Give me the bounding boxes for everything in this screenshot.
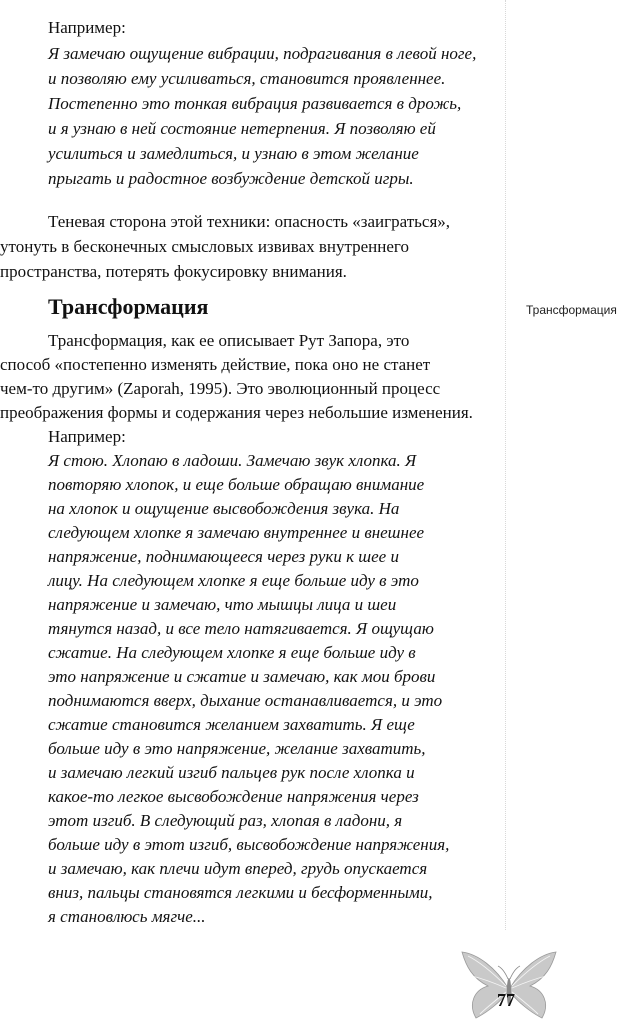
example2-line: Я стою. Хлопаю в ладоши. Замечаю звук хлопка. Я bbox=[48, 451, 417, 470]
example2-line: и замечаю, как плечи идут вперед, грудь опускается bbox=[48, 859, 428, 878]
example1-line: и позволяю ему усиливаться, становится проявленнее. bbox=[48, 69, 446, 88]
example2-line: напряжение и замечаю, что мышцы лица и шеи bbox=[48, 595, 397, 614]
shadow-paragraph-line: Теневая сторона этой техники: опасность «заиграться», bbox=[48, 212, 451, 231]
example2-line: на хлопок и ощущение высвобождения звука. На bbox=[48, 499, 400, 518]
example2-line: сжатие. На следующем хлопке я еще больше иду в bbox=[48, 643, 416, 662]
example2-line: сжатие становится желанием захватить. Я еще bbox=[48, 715, 415, 734]
section-paragraph-line: способ «постепенно изменять действие, пока оно не станет bbox=[0, 355, 431, 374]
example2-label: Например: bbox=[48, 427, 126, 446]
section-paragraph-line: преображения формы и содержания через небольшие изменения. bbox=[0, 403, 473, 422]
section-heading: Трансформация bbox=[48, 294, 209, 319]
butterfly-icon bbox=[458, 948, 560, 1026]
example2-line: больше иду в этот изгиб, высвобождение напряжения, bbox=[48, 835, 450, 854]
section-paragraph-line: Трансформация, как ее описывает Рут Запора, это bbox=[48, 331, 410, 350]
example1-line: усилиться и замедлиться, и узнаю в этом желание bbox=[48, 144, 419, 163]
example2-line: повторяю хлопок, и еще больше обращаю внимание bbox=[48, 475, 425, 494]
example2-line: какое-то легкое высвобождение напряжения через bbox=[48, 787, 419, 806]
example2-line: больше иду в это напряжение, желание захватить, bbox=[48, 739, 426, 758]
example1-line: и я узнаю в ней состояние нетерпения. Я позволяю ей bbox=[48, 119, 436, 138]
example2-line: это напряжение и сжатие и замечаю, как мои брови bbox=[48, 667, 436, 686]
example2-line: следующем хлопке я замечаю внутреннее и внешнее bbox=[48, 523, 425, 542]
margin-rule bbox=[505, 0, 506, 930]
example2-line: напряжение, поднимающееся через руки к шее и bbox=[48, 547, 399, 566]
example2-line: тянутся назад, и все тело натягивается. Я ощущаю bbox=[48, 619, 434, 638]
margin-sidenote: Трансформация bbox=[526, 303, 617, 317]
example2-line: лицу. На следующем хлопке я еще больше иду в это bbox=[48, 571, 419, 590]
example2-line: этот изгиб. В следующий раз, хлопая в ладони, я bbox=[48, 811, 403, 830]
example2-line: вниз, пальцы становятся легкими и бесформенными, bbox=[48, 883, 433, 902]
shadow-paragraph-line: утонуть в бесконечных смысловых извивах внутреннего bbox=[0, 237, 409, 256]
example2-line: поднимаются вверх, дыхание останавливается, и это bbox=[48, 691, 443, 710]
example2-line: я становлюсь мягче... bbox=[48, 907, 206, 926]
page-number: 77 bbox=[497, 990, 515, 1010]
shadow-paragraph-line: пространства, потерять фокусировку внимания. bbox=[0, 262, 347, 281]
example1-line: Я замечаю ощущение вибрации, подрагивания в левой ноге, bbox=[48, 44, 477, 63]
example2-line: и замечаю легкий изгиб пальцев рук после хлопка и bbox=[48, 763, 415, 782]
example1-line: прыгать и радостное возбуждение детской игры. bbox=[48, 169, 414, 188]
section-paragraph-line: чем-то другим» (Zaporah, 1995). Это эволюционный процесс bbox=[0, 379, 441, 398]
example1-label: Например: bbox=[48, 18, 126, 37]
example1-line: Постепенно это тонкая вибрация развивается в дрожь, bbox=[48, 94, 462, 113]
